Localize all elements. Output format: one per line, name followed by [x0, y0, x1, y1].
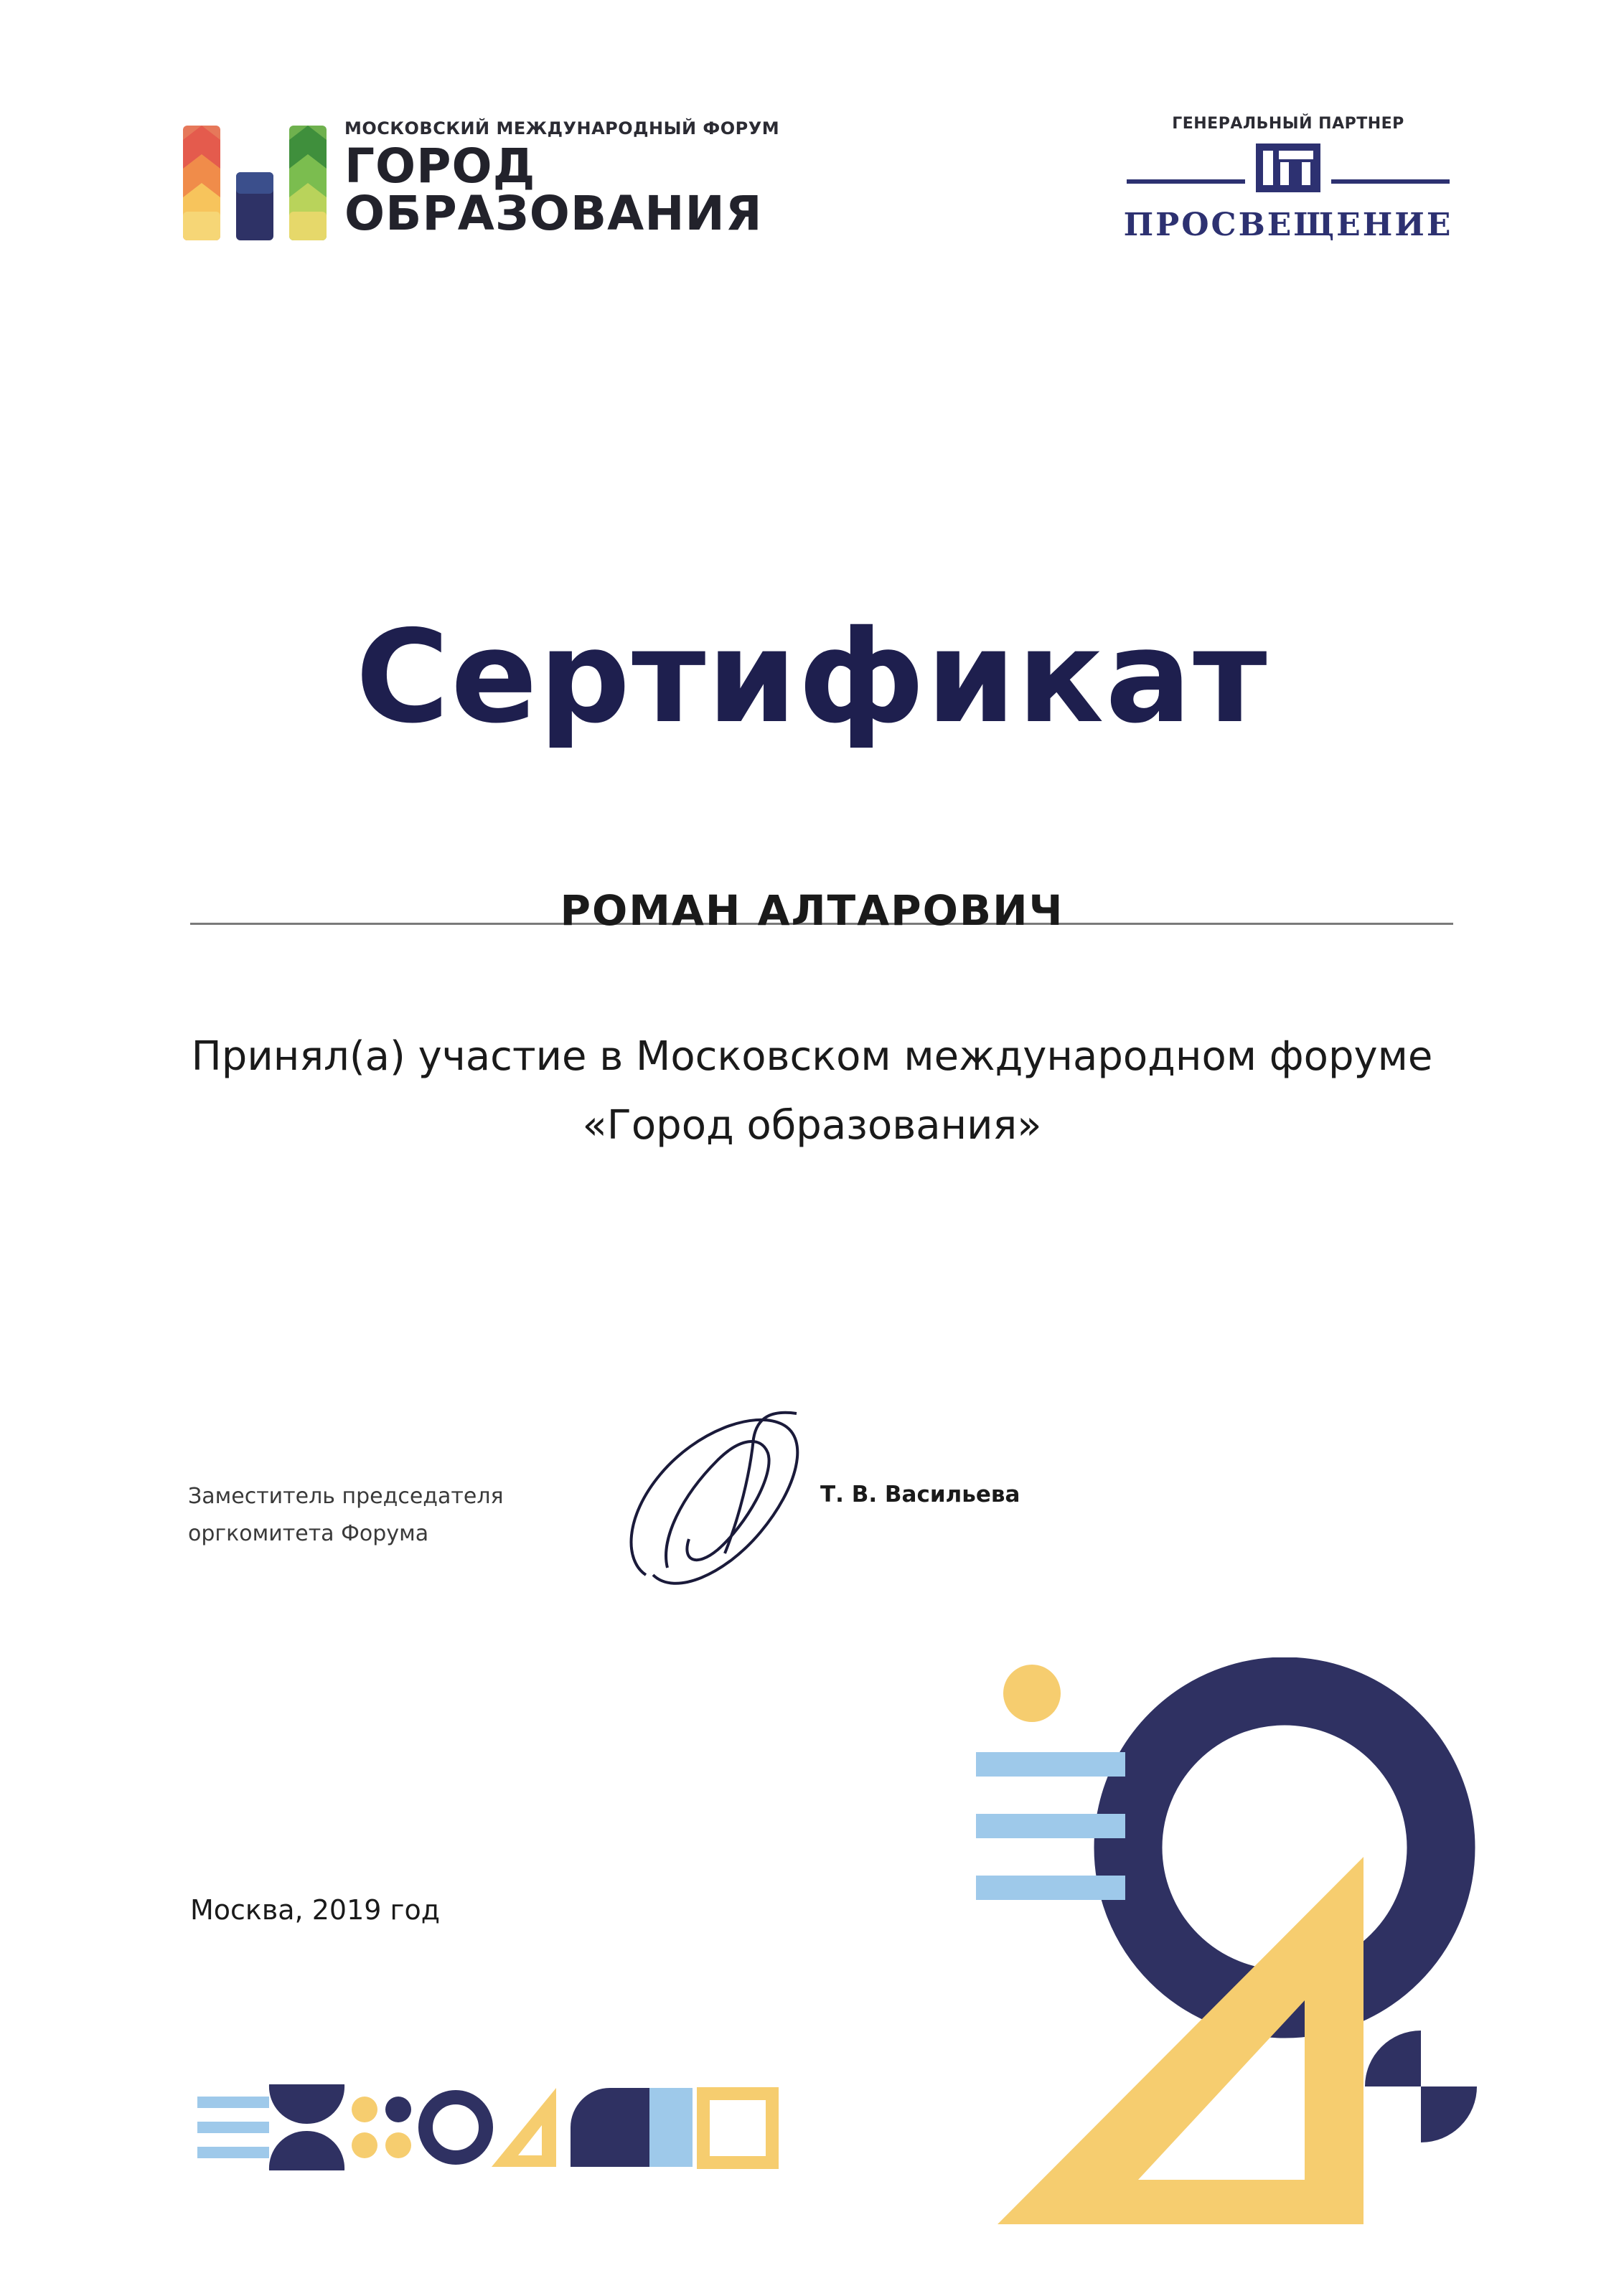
- signer-role-line1: Заместитель председателя: [188, 1484, 504, 1509]
- signer-role: [188, 1478, 504, 1553]
- forum-name-line1: ГОРОД: [344, 138, 536, 194]
- certificate-body-line1: Принял(а) участие в Московском международном форуме: [191, 1033, 1433, 1080]
- certificate-title: Сертификат: [355, 603, 1269, 751]
- deco-navy-quarter-1: [1365, 2031, 1421, 2086]
- decorative-shapes-graphic: [976, 1657, 1536, 2224]
- partner-name: ПРОСВЕЩЕНИЕ: [1123, 207, 1453, 243]
- forum-name-line2: ОБРАЗОВАНИЯ: [344, 186, 763, 241]
- strip-blue-block: [649, 2088, 693, 2167]
- decorative-strip-graphic: [190, 2081, 786, 2174]
- strip-line-2: [197, 2122, 269, 2133]
- partner-caption: ГЕНЕРАЛЬНЫЙ ПАРТНЕР: [1172, 115, 1404, 133]
- deco-stripe-2: [976, 1814, 1125, 1838]
- certificate-body-line2: «Город образования»: [582, 1102, 1042, 1149]
- recipient-name: РОМАН АЛТАРОВИЧ: [560, 886, 1064, 935]
- strip-line-3: [197, 2147, 269, 2158]
- partner-logo: [1120, 115, 1457, 258]
- strip-hourglass: [269, 2084, 344, 2170]
- strip-yellow-square: [703, 2094, 772, 2163]
- forum-logo: [183, 118, 780, 251]
- forum-logo-text: [344, 118, 780, 241]
- strip-dot-4: [385, 2132, 411, 2158]
- strip-line-1: [197, 2097, 269, 2108]
- strip-triangle: [492, 2088, 556, 2167]
- deco-stripe-1: [976, 1752, 1125, 1777]
- forum-tagline: МОСКОВСКИЙ МЕЖДУНАРОДНЫЙ ФОРУМ: [344, 118, 780, 138]
- forum-logo-mark-icon: [183, 118, 327, 240]
- signer-role-line2: оргкомитета Форума: [188, 1521, 429, 1546]
- city-year: Москва, 2019 год: [190, 1894, 440, 1926]
- signature-icon: [617, 1396, 832, 1604]
- strip-dot-3: [385, 2097, 411, 2122]
- strip-dot-2: [352, 2132, 377, 2158]
- partner-emblem-icon: [1120, 141, 1457, 198]
- deco-yellow-dot: [1003, 1665, 1061, 1722]
- deco-navy-quarter-2: [1421, 2086, 1477, 2142]
- strip-navy-square: [610, 2088, 649, 2167]
- certificate-body: [0, 1022, 1624, 1160]
- deco-stripe-3: [976, 1876, 1125, 1900]
- signer-name: Т. В. Васильева: [820, 1482, 1020, 1507]
- strip-ring: [426, 2097, 486, 2158]
- strip-dot-1: [352, 2097, 377, 2122]
